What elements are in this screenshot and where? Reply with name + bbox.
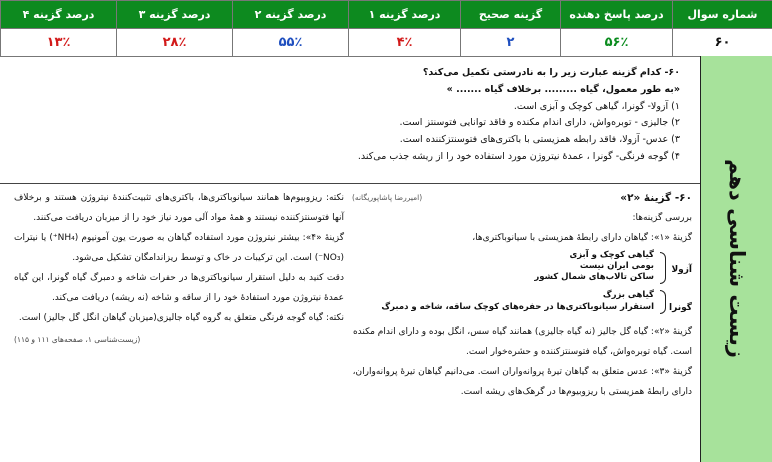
gunnera-item-1: گیاهی بزرگ [602, 290, 654, 300]
answer-option1: گزینهٔ «۱»: گیاهان دارای رابطهٔ همزیستی با سیانوباکتری‌ها، [472, 233, 692, 243]
answer-heading [352, 188, 692, 208]
reference: (زیست‌شناسی ۱، صفحه‌های ۱۱۱ و ۱۱۵) [14, 335, 141, 344]
answer-option4: گزینهٔ «۴»: بیشتر نیتروژن مورد استفاده گیاهان به صورت یون آمونیوم (NH₄⁺) یا نیترات (NO₃⁻) است. این ترکیبات در خاک و توسط ریزاندامگان تشکیل می‌شود. [14, 233, 345, 263]
header-respondent-percent: درصد پاسخ دهنده [561, 1, 673, 29]
answer-author: (امیررضا پاشاپوریگانه) [352, 193, 423, 202]
value-option3-percent: ۲۸٪ [117, 29, 233, 57]
question-option-4: ۴) گوجه فرنگی- گونرا ، عمدهٔ نیتروژن مورد استفاده خود را از ریشه جذب می‌کند. [357, 150, 680, 162]
header-option3-percent: درصد گزینه ۳ [117, 1, 233, 29]
azolla-item-3: ساکن تالاب‌های شمال کشور [534, 272, 654, 282]
question-option-3: ۳) عدس- آزولا، فاقد رابطه همزیستی با باکتری‌های فتوسنتزکننده است. [399, 134, 680, 146]
value-correct-option: ۲ [461, 29, 561, 57]
gunnera-item-2: استقرار سیانوباکتری‌ها در حفره‌های کوچک ساقه، شاخه و دمبرگ [381, 302, 654, 312]
comparison-diagram [352, 250, 692, 320]
note-gunnera: دقت کنید به دلیل استقرار سیانوباکتری‌ها در حفرات شاخه و دمبرگ گیاه گونرا، این گیاه عمدهٔ نیتروژن مورد استفادهٔ خود را از ساقه و شاخه (نه ریشه) دریافت می‌کند. [14, 273, 344, 303]
answer-option3: گزینهٔ «۳»: عدس متعلق به گیاهان تیرهٔ پروانه‌واران است. می‌دانیم گیاهان تیرهٔ پروانه‌واران، دارای رابطهٔ همزیستی با ریزوبیوم‌ها در گرهک‌های ریشه است. [352, 367, 692, 397]
question-box [0, 56, 700, 184]
azolla-item-1: گیاهی کوچک و آبزی [569, 250, 654, 260]
answer-option2: گزینهٔ «۲»: گیاه گل جالیز (نه گیاه جالیزی) همانند گیاه سس، انگل بوده و دارای اندام مکنده است. گیاه توبره‌واش، گیاه فتوسنتزکننده و حشره‌خوار است. [352, 327, 692, 357]
value-option4-percent: ۱۳٪ [1, 29, 117, 57]
azolla-bracket [660, 252, 666, 284]
answer-title: ۶۰- گزینهٔ «۲» [620, 192, 692, 204]
header-option4-percent: درصد گزینه ۴ [1, 1, 117, 29]
answer-intro: بررسی گزینه‌ها: [632, 213, 692, 223]
value-question-number: ۶۰ [673, 29, 772, 57]
header-option1-percent: درصد گزینه ۱ [349, 1, 461, 29]
question-option-2: ۲) جالیزی - توبره‌واش، دارای اندام مکنده و فاقد توانایی فتوسنتز است. [399, 117, 680, 129]
header-question-number: شماره سوال [673, 1, 772, 29]
header-option2-percent: درصد گزینه ۲ [233, 1, 349, 29]
note-rhizobium: نکته: ریزوبیوم‌ها همانند سیانوباکتری‌ها، باکتری‌های تثبیت‌کنندهٔ نیتروژن هستند و برخلاف آنها فتوسنتزکننده نیستند و همهٔ مواد آلی مورد نیاز خود را از میزبان دریافت می‌کنند. [14, 193, 344, 223]
value-respondent-percent: ۵۶٪ [561, 29, 673, 57]
question-quote: «به طور معمول، گیاه ......... برخلاف گیاه ....... » [446, 83, 680, 95]
stats-values-row [1, 29, 772, 57]
gunnera-bracket [660, 290, 666, 314]
note-tomato: نکته: گیاه گوجه فرنگی متعلق به گروه گیاه جالیزی(میزبان گیاهان انگل گل جالیز) است. [18, 313, 344, 323]
side-panel [700, 56, 772, 462]
side-title-wrap [701, 56, 772, 462]
azolla-label: آزولا [671, 265, 692, 275]
answer-right-column [352, 188, 692, 460]
header-correct-option: گزینه صحیح [461, 1, 561, 29]
value-option2-percent: ۵۵٪ [233, 29, 349, 57]
gunnera-label: گونرا [669, 303, 692, 313]
azolla-item-2: بومی ایران نیست [579, 261, 654, 271]
side-title: زیست شناسی دهم [725, 159, 749, 359]
answer-section [0, 184, 700, 462]
question-option-1: ۱) آزولا- گونرا، گیاهی کوچک و آبزی است. [513, 100, 680, 112]
answer-left-column [14, 188, 344, 460]
question-title: ۶۰- کدام گزینه عبارت زیر را به نادرستی تکمیل می‌کند؟ [422, 67, 680, 78]
stats-header-row [1, 1, 772, 29]
value-option1-percent: ۴٪ [349, 29, 461, 57]
stats-table [0, 0, 772, 57]
